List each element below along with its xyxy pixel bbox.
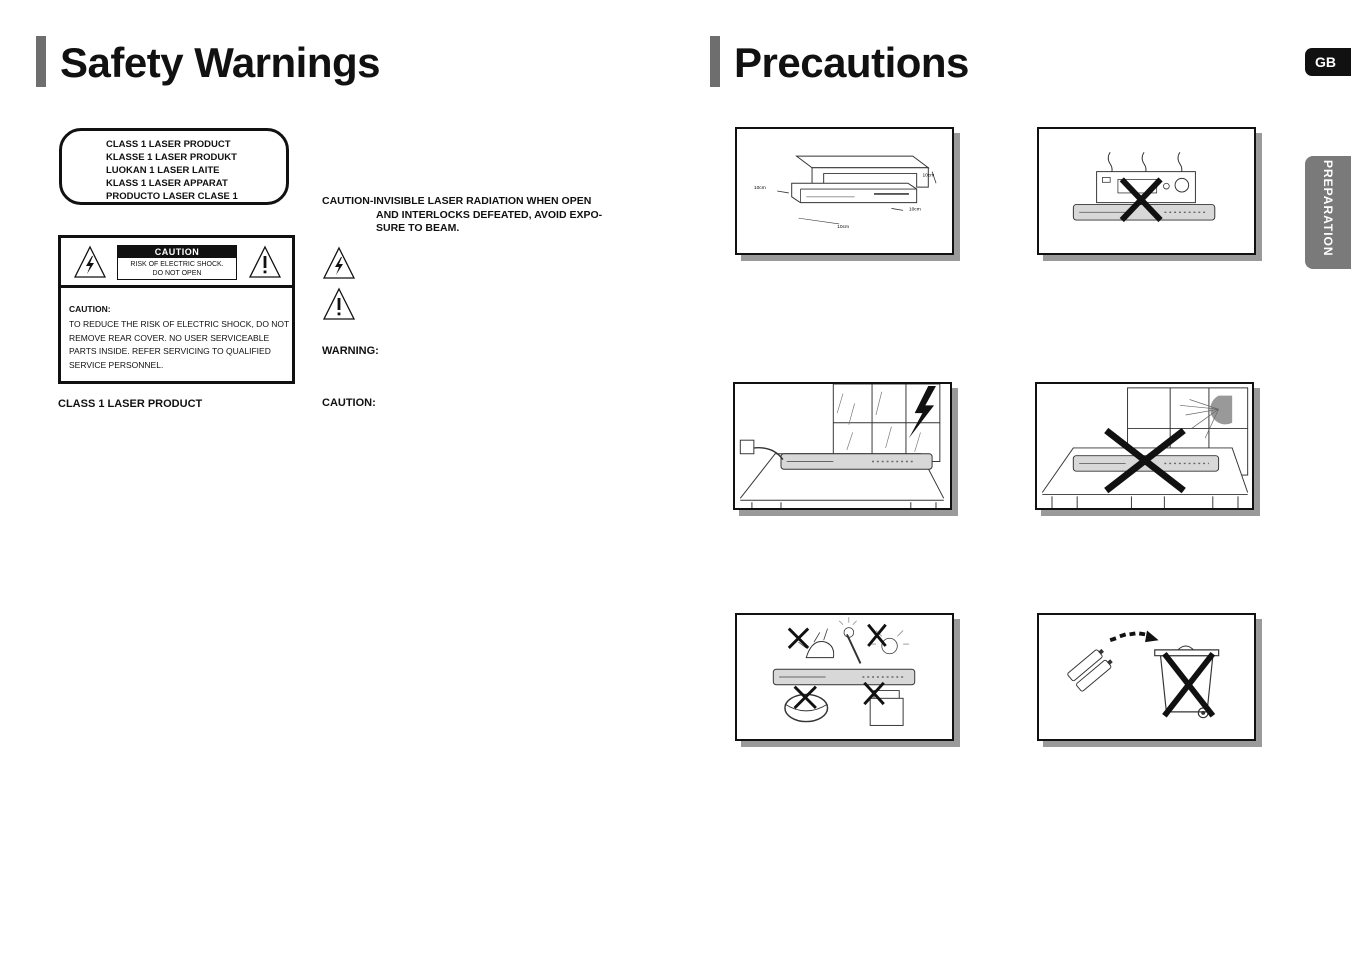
ventilation-clearance-drawing — [737, 129, 952, 253]
caution-header-text: CAUTION — [118, 246, 236, 258]
electric-shock-caution-box — [58, 235, 295, 384]
exclamation-symbol-icon — [322, 287, 356, 321]
page-title-precautions: Precautions — [734, 39, 969, 86]
laser-caution-line-2: AND INTERLOCKS DEFEATED, AVOID EXPO- — [376, 208, 603, 221]
caution-sub-line-1: RISK OF ELECTRIC SHOCK. — [130, 261, 224, 268]
title-accent-bar — [710, 36, 720, 87]
laser-label-line: KLASS 1 LASER APPARAT — [106, 178, 228, 189]
battery-disposal-drawing — [1039, 615, 1254, 739]
lightning-warning-icon — [73, 245, 107, 279]
caution-body-label: CAUTION: — [69, 304, 111, 314]
keep-away-hazards-drawing — [737, 615, 952, 739]
lightning-unplug-drawing — [735, 384, 950, 508]
no-heat-source-illustration — [1037, 127, 1256, 255]
ventilation-clearance-illustration — [735, 127, 954, 255]
laser-product-label — [59, 128, 289, 205]
warning-label: WARNING: — [322, 345, 379, 357]
lightning-unplug-illustration — [733, 382, 952, 510]
caution-center-label — [117, 245, 237, 280]
laser-label-line: PRODUCTO LASER CLASE 1 — [106, 191, 238, 202]
clearance-label-right: 10cm — [908, 207, 921, 213]
caution-sub-line-2: DO NOT OPEN — [152, 270, 202, 277]
section-tab-preparation — [1305, 156, 1351, 269]
laser-label-line: LUOKAN 1 LASER LAITE — [106, 165, 220, 176]
laser-label-line: KLASSE 1 LASER PRODUKT — [106, 152, 237, 163]
caution-body — [69, 304, 291, 372]
page-title-safety-warnings: Safety Warnings — [60, 39, 381, 86]
caution-header-row — [61, 238, 292, 288]
no-sunlight-drawing — [1037, 384, 1252, 508]
clearance-label-top: 10cm — [922, 173, 935, 179]
laser-label-line: CLASS 1 LASER PRODUCT — [106, 139, 231, 150]
no-heat-source-drawing — [1039, 129, 1254, 253]
laser-caution-line-1: CAUTION-INVISIBLE LASER RADIATION WHEN OPEN — [322, 195, 592, 207]
caution-body-text: TO REDUCE THE RISK OF ELECTRIC SHOCK, DO NOT REMOVE REAR COVER. NO USER SERVICEABLE PARTS INSIDE. REFER SERVICING TO QUALIFIED SERVICE PERSONNEL. — [69, 319, 290, 370]
section-tab-label: PREPARATION — [1321, 160, 1335, 257]
clearance-label-left: 10cm — [753, 186, 766, 192]
laser-label-lines — [106, 138, 238, 203]
exclamation-warning-icon — [248, 245, 282, 279]
no-sunlight-illustration — [1035, 382, 1254, 510]
keep-away-hazards-illustration — [735, 613, 954, 741]
laser-caution-line-3: SURE TO BEAM. — [376, 222, 460, 234]
language-tab-gb: GB — [1305, 48, 1351, 76]
clearance-label-front: 10cm — [837, 224, 850, 230]
caution-label: CAUTION: — [322, 397, 376, 409]
title-accent-bar — [36, 36, 46, 87]
battery-disposal-illustration — [1037, 613, 1256, 741]
class1-laser-product-heading: CLASS 1 LASER PRODUCT — [58, 398, 203, 410]
laser-radiation-caution — [322, 195, 602, 236]
lightning-symbol-icon — [322, 246, 356, 280]
